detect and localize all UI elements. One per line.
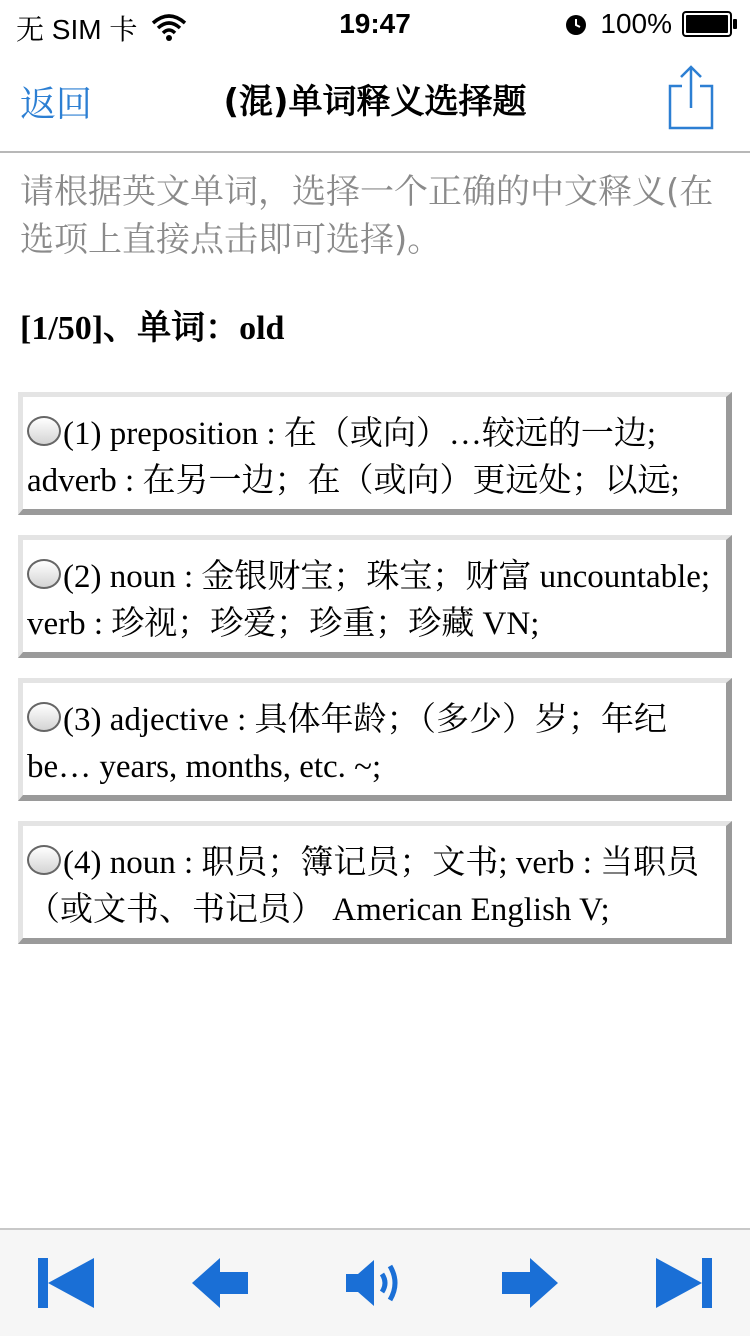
previous-icon[interactable] — [190, 1256, 250, 1310]
answer-option-3[interactable] — [18, 678, 732, 801]
answer-option-1[interactable] — [18, 392, 732, 515]
next-icon[interactable] — [500, 1256, 560, 1310]
option-text: (2) noun : 金银财宝；珠宝；财富 uncountable; verb : 珍视；珍爱；珍重；珍藏 VN; — [27, 559, 711, 642]
option-text: (4) noun : 职员；簿记员；文书; verb : 当职员（或文书、书记员） American English V; — [27, 845, 700, 928]
radio-icon[interactable] — [27, 559, 61, 589]
skip-first-icon[interactable] — [36, 1256, 96, 1310]
share-icon[interactable] — [666, 64, 716, 130]
radio-icon[interactable] — [27, 416, 61, 446]
alarm-icon — [564, 12, 588, 36]
battery-percent: 100% — [600, 8, 672, 39]
radio-icon[interactable] — [27, 702, 61, 732]
status-bar — [0, 0, 750, 50]
answer-option-2[interactable] — [18, 535, 732, 658]
option-text: (3) adjective : 具体年龄；（多少）岁；年纪 be… years, months, etc. ~; — [27, 702, 667, 785]
answer-options — [18, 392, 732, 964]
instruction-text: 请根据英文单词，选择一个正确的中文释义(在选项上直接点击即可选择)。 — [20, 172, 714, 260]
navigation-bar — [0, 50, 750, 153]
radio-icon[interactable] — [27, 845, 61, 875]
page-title: (混)单词释义选择题 — [223, 82, 527, 122]
status-right — [564, 8, 738, 40]
skip-last-icon[interactable] — [654, 1256, 714, 1310]
bottom-toolbar — [0, 1228, 750, 1336]
carrier-label: 无 SIM 卡 — [16, 14, 138, 45]
battery-icon — [682, 11, 738, 37]
answer-option-4[interactable] — [18, 821, 732, 944]
speaker-icon[interactable] — [344, 1256, 404, 1310]
question-word: [1/50]、单词：old — [20, 310, 285, 347]
status-time: 19:47 — [339, 8, 411, 39]
back-button[interactable]: 返回 — [20, 76, 92, 127]
option-text: (1) preposition : 在（或向）…较远的一边; adverb : 在另一边；在（或向）更远处；以远; — [27, 416, 680, 499]
